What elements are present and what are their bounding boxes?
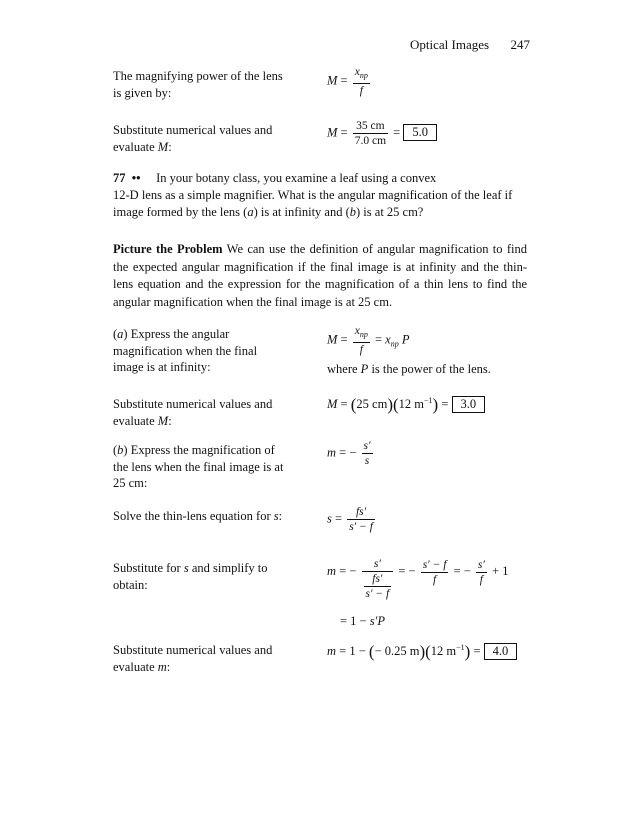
problem-line-2: 12-D lens as a simple magnifier. What is the angular magnification of the leaf if — [113, 188, 513, 202]
part-ref: b — [117, 443, 124, 457]
problem-statement — [113, 170, 533, 221]
step7-equation-line2 — [340, 614, 385, 629]
fraction-denominator: f — [359, 85, 363, 97]
step6-equation — [327, 506, 377, 533]
fraction-numerator: s′ − f — [422, 558, 447, 571]
var: x — [354, 325, 360, 337]
difficulty-level: •• — [131, 171, 141, 185]
label-text: ( — [113, 327, 118, 341]
equals-sign: = — [393, 125, 401, 140]
step4-equation — [327, 395, 485, 415]
var: x — [354, 66, 360, 78]
fraction-numerator: s′ — [362, 558, 394, 572]
fraction — [347, 506, 375, 533]
equals-sign: = — [340, 397, 348, 411]
fraction-denominator: f — [359, 344, 363, 356]
fraction-denominator: s — [364, 455, 370, 467]
answer-box: 4.0 — [484, 643, 518, 660]
eq-lhs: s — [327, 511, 332, 526]
answer-box: 3.0 — [452, 396, 486, 413]
problem-line-1 — [113, 170, 533, 187]
subscript: np — [359, 71, 368, 80]
step7-label — [113, 560, 285, 593]
equals-sign: = − — [453, 564, 471, 579]
label-var: s — [183, 561, 189, 575]
step3-label — [113, 326, 285, 376]
superscript: −1 — [424, 396, 433, 405]
fraction-numerator: s′ — [363, 440, 371, 452]
note-var: P — [360, 362, 369, 376]
fraction-denominator: s′ − f — [365, 588, 390, 600]
picture-text: We can use the definition of angular magnification to find the expected angular magnification if the final image is at infinity and the thin-lens equation and the expression for the magnification of a thin lens to find the angular magnification when the final image is at 25 cm. — [113, 242, 527, 309]
term: + 1 — [492, 564, 509, 579]
factor: 12 m — [430, 644, 457, 658]
inner-fraction — [364, 573, 392, 600]
paren: ) — [432, 395, 439, 414]
label-text: and simplify to obtain: — [113, 561, 268, 592]
step2-equation — [327, 120, 437, 147]
problem-number: 77 — [113, 171, 126, 185]
problem-text: image formed by the lens ( — [113, 205, 248, 219]
paren: )( — [387, 395, 399, 414]
equals-sign: = 1 − — [339, 644, 366, 658]
equals-sign: = — [340, 332, 348, 347]
equals-sign: = — [340, 73, 348, 88]
label-text: Substitute numerical values and evaluate — [113, 643, 273, 674]
label-text: : — [166, 659, 171, 674]
label-text: ( — [113, 443, 118, 457]
paren: ( — [350, 395, 357, 414]
note-text: is the power of the lens. — [368, 362, 491, 376]
problem-text: ) is at 25 cm? — [356, 205, 424, 219]
fraction-denominator: 7.0 cm — [354, 135, 387, 147]
var: s′P — [369, 614, 385, 628]
step2-label — [113, 122, 293, 155]
part-b-ref: b — [349, 205, 357, 219]
eq-lhs: m — [327, 644, 337, 658]
step1-label: The magnifying power of the lens is given by: — [113, 69, 283, 100]
fraction-numerator: fs′ — [364, 573, 392, 587]
var: P — [401, 332, 410, 347]
part-ref: a — [117, 327, 124, 341]
var: x — [385, 332, 391, 347]
subscript: np — [390, 339, 399, 349]
term: = 1 − — [340, 614, 370, 628]
equals-sign: = − — [398, 564, 416, 579]
picture-heading: Picture the Problem — [113, 242, 223, 256]
eq-lhs: M — [327, 397, 338, 411]
eq-lhs: m — [327, 564, 337, 579]
label-var: s — [273, 509, 279, 523]
equals-sign: = — [335, 511, 343, 526]
note-text: where — [327, 362, 361, 376]
eq-lhs: M — [327, 73, 338, 88]
label-text: ) Express the magnification of the lens when the final image is at 25 cm: — [113, 443, 284, 490]
paren: ) — [464, 642, 471, 661]
paren: )( — [419, 642, 431, 661]
equals-sign: = − — [339, 445, 357, 460]
equals-sign: = — [441, 397, 449, 411]
compound-fraction — [362, 558, 394, 600]
problem-line-3 — [113, 204, 533, 221]
part-a-ref: a — [247, 205, 254, 219]
label-text: : — [168, 139, 172, 154]
superscript: −1 — [456, 643, 465, 652]
subscript: np — [359, 330, 368, 339]
eq-lhs: M — [327, 125, 338, 140]
page-header — [410, 37, 530, 53]
label-var: M — [157, 139, 169, 154]
problem-text: ) is at infinity and ( — [253, 205, 350, 219]
label-text: Substitute numerical values and evaluate — [113, 397, 273, 428]
factor: 25 cm — [356, 397, 388, 411]
step8-equation — [327, 642, 517, 662]
answer-box: 5.0 — [403, 124, 437, 141]
label-text: ) Express the angular magnification when the final image is at infinity: — [113, 327, 258, 374]
equals-sign: = — [340, 125, 348, 140]
problem-text: In your botany class, you examine a leaf using a convex — [156, 171, 437, 185]
step7-equation — [327, 558, 508, 600]
fraction — [421, 559, 449, 586]
fraction — [362, 440, 373, 467]
factor: − 0.25 m — [374, 644, 420, 658]
label-var: m — [157, 659, 167, 674]
fraction — [353, 325, 370, 356]
picture-the-problem — [113, 241, 527, 311]
equals-sign: = — [473, 644, 481, 658]
step8-label — [113, 642, 285, 675]
eq-lhs: m — [327, 445, 337, 460]
fraction-numerator: 35 cm — [353, 120, 388, 134]
label-text: Solve the thin-lens equation for — [113, 509, 274, 523]
step3-note — [327, 362, 491, 377]
label-text: Substitute for — [113, 561, 184, 575]
step3-equation — [327, 325, 409, 356]
fraction-numerator: fs′ — [347, 506, 375, 520]
equals-sign: = − — [339, 564, 357, 579]
step6-label — [113, 508, 285, 525]
page-number: 247 — [510, 37, 530, 52]
fraction — [353, 120, 388, 147]
label-text: : — [278, 509, 283, 523]
running-title: Optical Images — [410, 37, 490, 52]
label-text: : — [168, 413, 172, 428]
fraction-denominator: f — [432, 573, 437, 586]
eq-lhs: M — [327, 332, 338, 347]
fraction — [353, 66, 370, 97]
label-var: M — [157, 413, 169, 428]
paren: ( — [368, 642, 375, 661]
factor: 12 m — [398, 397, 424, 411]
fraction-denominator — [362, 572, 394, 600]
fraction-denominator: f — [479, 573, 483, 586]
fraction — [476, 559, 487, 586]
label-text: Substitute numerical values and evaluate — [113, 123, 273, 154]
equals-sign: = — [374, 332, 383, 347]
step5-equation — [327, 440, 375, 467]
fraction-numerator — [353, 325, 370, 343]
step5-label — [113, 442, 288, 492]
step1-equation — [327, 66, 372, 97]
fraction-numerator: s′ — [477, 558, 485, 571]
step4-label — [113, 396, 285, 429]
fraction-denominator: s′ − f — [349, 521, 373, 533]
fraction-numerator — [353, 66, 370, 84]
